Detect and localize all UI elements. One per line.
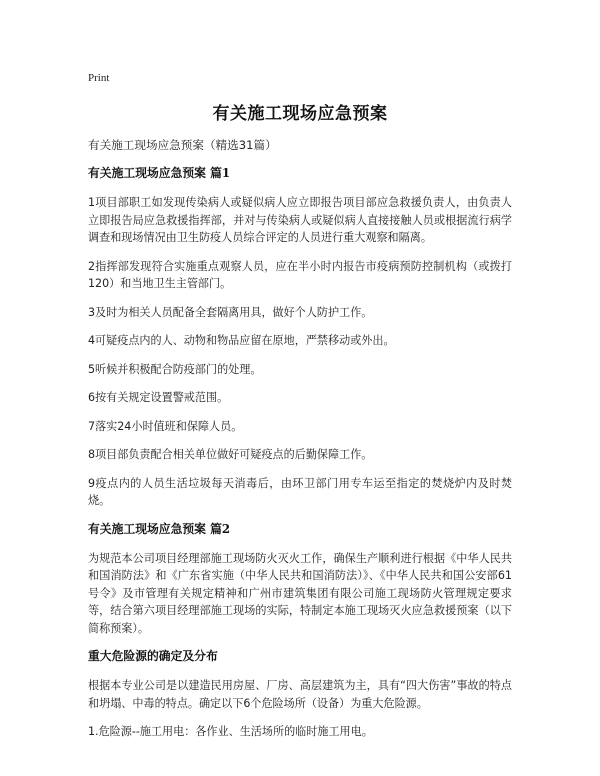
paragraph: 9疫点内的人员生活垃圾每天消毒后，由环卫部门用专车运至指定的焚烧炉内及时焚烧。 (88, 476, 512, 507)
section-heading-3: 重大危险源的确定及分布 (88, 649, 218, 663)
paragraph: 2指挥部发现符合实施重点观察人员，应在半小时内报告市疫病预防控制机构（或拨打120）和当地卫生主管部门。 (88, 259, 512, 290)
paragraph: 3及时为相关人员配备全套隔离用具，做好个人防护工作。 (88, 305, 373, 319)
document-body (88, 137, 512, 752)
paragraph: 4可疑疫点内的人、动物和物品应留在原地，严禁移动或外出。 (88, 334, 395, 347)
paragraph: 8项目部负责配合相关单位做好可疑疫点的后勤保障工作。 (88, 448, 373, 461)
document-subtitle: 有关施工现场应急预案（精选31篇） (88, 138, 277, 152)
paragraph: 根据本专业公司是以建造民用房屋、厂房、高层建筑为主，具有“四大伤害”事故的特点和坍塌、中毒的特点。确定以下6个危险场所（设备）为重大危险源。 (88, 679, 512, 710)
paragraph: 7落实24小时值班和保障人员。 (88, 419, 243, 433)
print-label: Print (88, 72, 110, 84)
paragraph: 1项目部职工如发现传染病人或疑似病人应立即报告项目部应急救援负责人，由负责人立即报告局应急救援指挥部，并对与传染病人或疑似病人直接接触人员或根据流行病学调查和现场情况由卫生防疫人员综合评定的人员进行重大观察和隔离。 (88, 196, 512, 244)
section-heading-2: 有关施工现场应急预案 篇2 (88, 521, 231, 536)
section-heading-1: 有关施工现场应急预案 篇1 (88, 166, 231, 180)
paragraph: 5听候并积极配合防疫部门的处理。 (88, 362, 262, 376)
paragraph: 6按有关规定设置警戒范围。 (88, 391, 229, 404)
document-title: 有关施工现场应急预案 (212, 104, 388, 124)
paragraph: 为规范本公司项目经理部施工现场防火灭火工作，确保生产顺利进行根据《中华人民共和国消防法》和《广东省实施（中华人民共和国消防法）》、《中华人民共和国公安部61号令》及市管理有关规定精神和广州市建筑集团有限公司施工现场防火管理规定要求等，结合第六项目经理部施工现场的实际，特制定本施工现场灭火应急救援预案（以下简称预案）。 (88, 551, 512, 635)
paragraph: 1.危险源--施工用电：各作业、生活场所的临时施工用电。 (88, 725, 373, 738)
